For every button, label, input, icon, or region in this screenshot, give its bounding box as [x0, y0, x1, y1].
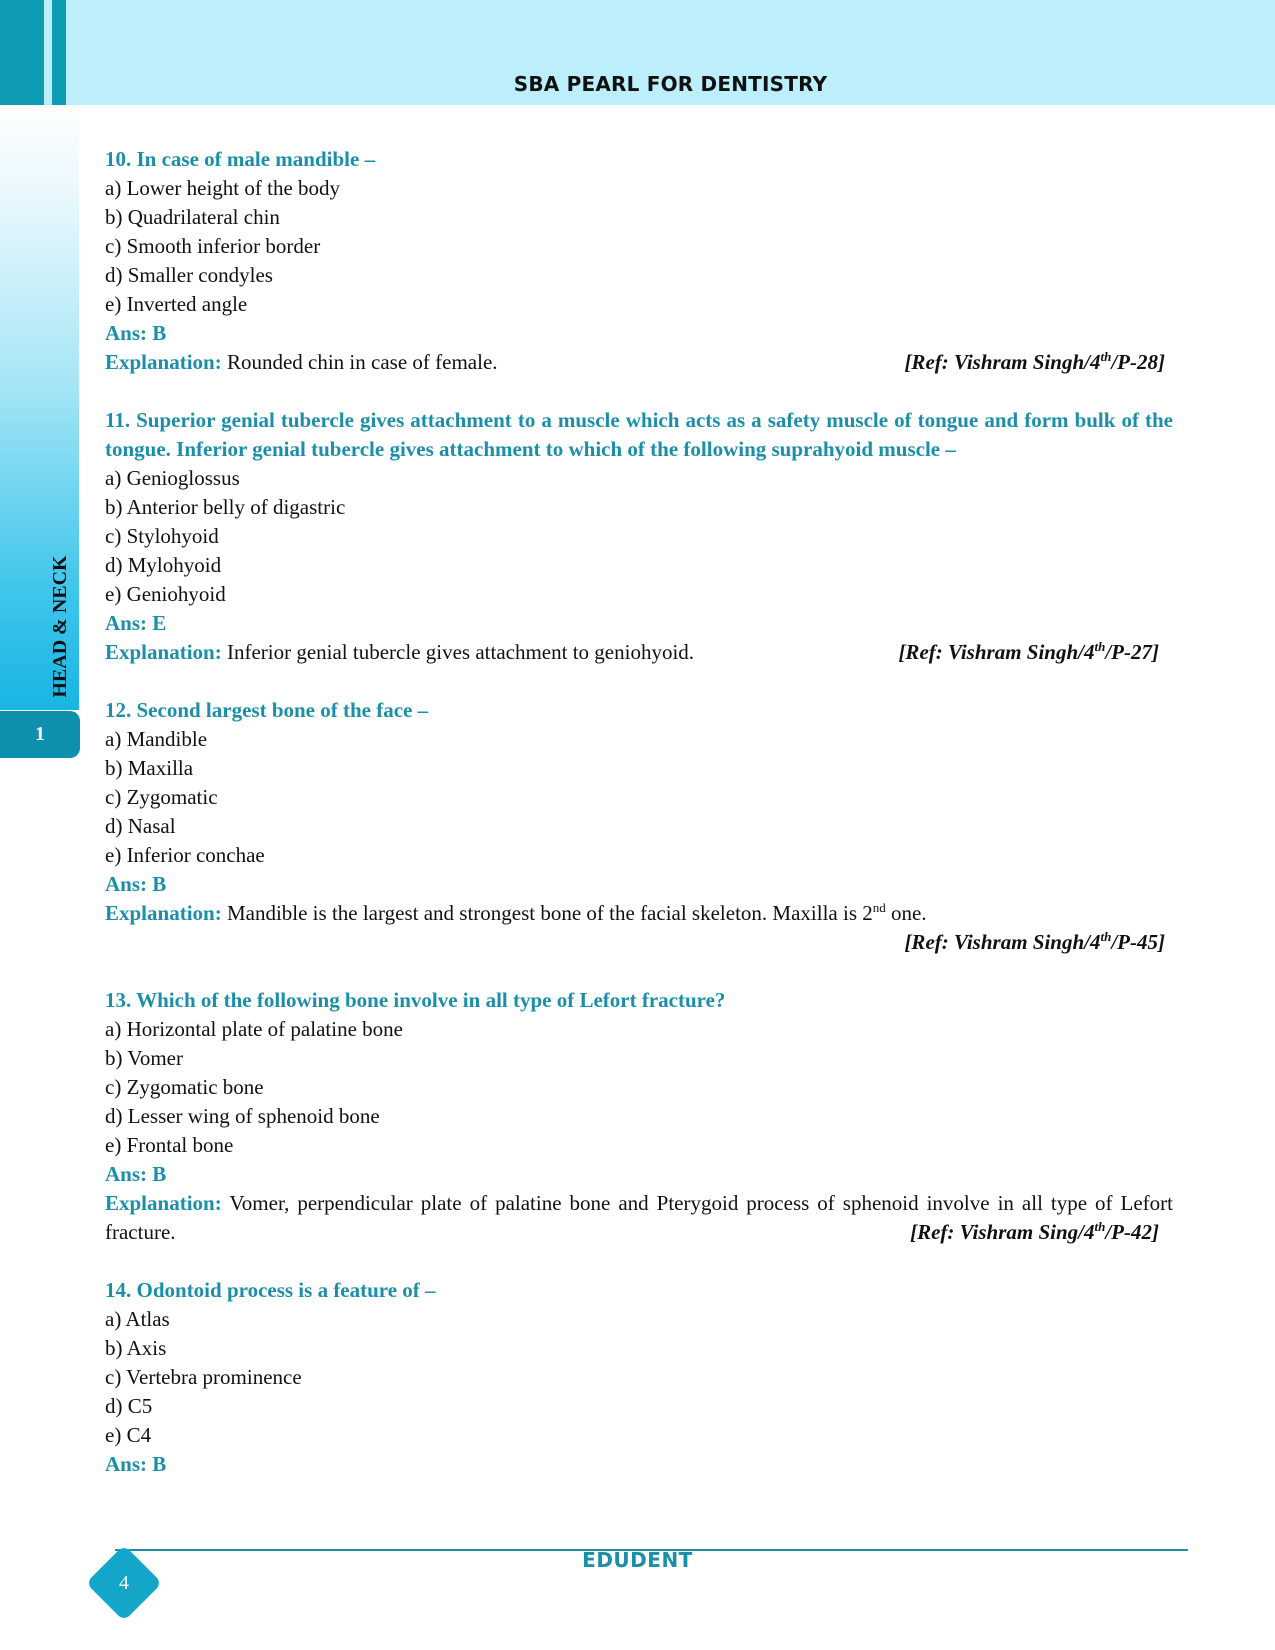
footer-brand-logo: EDUDENT [582, 1548, 693, 1572]
option: b) Anterior belly of digastric [105, 495, 346, 519]
option: b) Quadrilateral chin [105, 205, 280, 229]
option: d) Lesser wing of sphenoid bone [105, 1104, 380, 1128]
option: b) Vomer [105, 1046, 183, 1070]
option: c) Stylohyoid [105, 524, 219, 548]
page-number: 4 [119, 1571, 129, 1594]
option: a) Atlas [105, 1307, 170, 1331]
explanation-label: Explanation: [105, 1191, 222, 1215]
option: d) Mylohyoid [105, 553, 222, 577]
option: e) Geniohyoid [105, 582, 226, 606]
reference: [Ref: Vishram Singh/4th/P-28] [904, 349, 1165, 374]
option: c) Zygomatic [105, 785, 218, 809]
explanation-row [105, 638, 1173, 667]
explanation-label: Explanation: [105, 350, 222, 374]
option: b) Axis [105, 1336, 167, 1360]
option: a) Genioglossus [105, 466, 240, 490]
explanation-row [105, 899, 1173, 928]
option: c) Vertebra prominence [105, 1365, 302, 1389]
option: a) Horizontal plate of palatine bone [105, 1017, 403, 1041]
explanation-label: Explanation: [105, 901, 222, 925]
section-label-box [45, 553, 75, 700]
explanation-label: Explanation: [105, 640, 222, 664]
page-title: SBA PEARL FOR DENTISTRY [513, 72, 828, 96]
option: e) Inferior conchae [105, 843, 265, 867]
reference: [Ref: Vishram Singh/4th/P-45] [904, 929, 1165, 954]
question-block [105, 986, 1173, 1247]
explanation-text: Mandible is the largest and strongest bone of the facial skeleton. Maxilla is 2nd one. [226, 900, 927, 925]
reference: [Ref: Vishram Sing/4th/P-42] [910, 1219, 1159, 1244]
question-list [105, 145, 1173, 1508]
section-label: HEAD & NECK [49, 555, 71, 698]
option: e) Frontal bone [105, 1133, 234, 1157]
option: d) Nasal [105, 814, 176, 838]
answer: Ans: B [105, 321, 167, 345]
option: a) Mandible [105, 727, 208, 751]
explanation-text: Rounded chin in case of female. [226, 350, 498, 374]
question-block [105, 145, 1173, 377]
question-block [105, 696, 1173, 957]
answer: Ans: B [105, 1162, 167, 1186]
explanation-text: Vomer, perpendicular plate of palatine bone and Pterygoid process of sphenoid involve in all type of Lefort fracture. [105, 1191, 1173, 1244]
question-text: 11. Superior genial tubercle gives attachment to a muscle which acts as a safety muscle of tongue and form bulk of the tongue. Inferior genial tubercle gives attachment to which of the following suprahyoid muscle – [105, 408, 1173, 461]
option: d) C5 [105, 1394, 153, 1418]
header-accent-bar-thin [52, 0, 66, 105]
explanation-row [105, 1189, 1173, 1247]
option: b) Maxilla [105, 756, 194, 780]
explanation-row [105, 348, 1173, 377]
header-accent-bar [0, 0, 44, 105]
option: c) Smooth inferior border [105, 234, 321, 258]
question-block [105, 1276, 1173, 1479]
question-text: 14. Odontoid process is a feature of – [105, 1278, 436, 1302]
chapter-number-tab: 1 [0, 711, 80, 758]
question-block [105, 406, 1173, 667]
question-text: 10. In case of male mandible – [105, 147, 376, 171]
answer: Ans: B [105, 1452, 167, 1476]
reference: [Ref: Vishram Singh/4th/P-27] [898, 639, 1159, 664]
answer: Ans: B [105, 872, 167, 896]
option: c) Zygomatic bone [105, 1075, 264, 1099]
answer: Ans: E [105, 611, 167, 635]
option: e) C4 [105, 1423, 152, 1447]
option: a) Lower height of the body [105, 176, 341, 200]
option: e) Inverted angle [105, 292, 248, 316]
question-text: 13. Which of the following bone involve in all type of Lefort fracture? [105, 988, 726, 1012]
question-text: 12. Second largest bone of the face – [105, 698, 429, 722]
option: d) Smaller condyles [105, 263, 273, 287]
explanation-text: Inferior genial tubercle gives attachment to geniohyoid. [226, 640, 695, 664]
